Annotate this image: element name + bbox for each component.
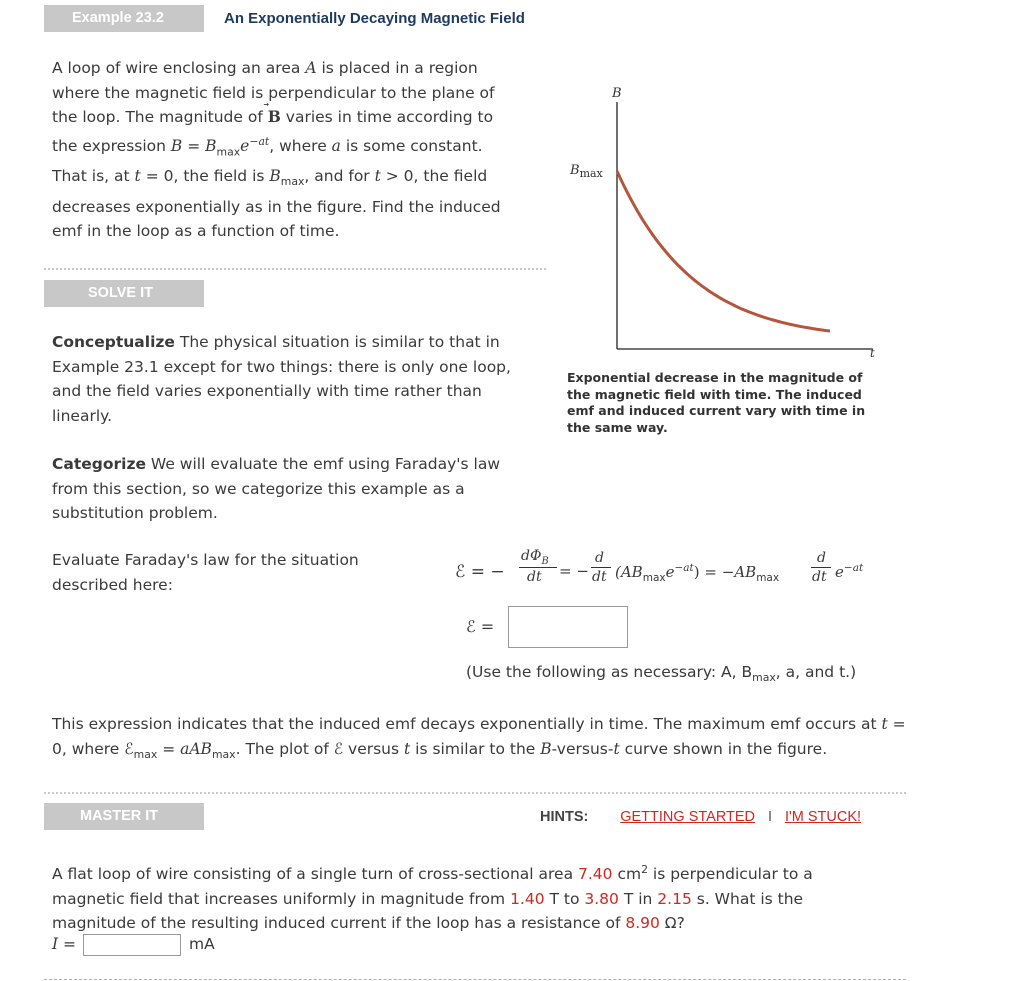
hints-bar bbox=[540, 807, 861, 825]
bmax-label: $B_{max}$ bbox=[570, 163, 603, 180]
im-stuck-link[interactable]: I'M STUCK! bbox=[784, 809, 862, 825]
current-answer-label: I = bbox=[52, 935, 77, 953]
master-it-problem: A flat loop of wire consisting of a single turn of cross-sectional area 7.40 $cm^2$ is perpendicular to a magnetic field that increases uniformly in magnitude from 1.40 T to 3.80 T in 2.15 s. What is the magnitude of the resulting induced current if the loop has a resistance of 8.90 Ω? bbox=[52, 863, 813, 933]
master-it-tag: MASTER IT bbox=[44, 803, 204, 830]
emf-answer-label: ℰ = bbox=[466, 617, 495, 636]
problem-statement: A loop of wire enclosing an area A is placed in a region where the magnetic field is perpendicular to the plane of the loop. The magnitude of B varies in time according to the expression $B = B_{max}e^{-at}$, where a is some constant. That is, at t = 0, the field is $B_{max}$, and for t > 0, the field decreases exponentially as in the figure. Find the induced emf in the loop as a function of time. bbox=[52, 59, 501, 241]
categorize-paragraph: Categorize We will evaluate the emf using Faraday's law from this section, so we categorize this example as a substitution problem. bbox=[52, 455, 501, 522]
faraday-equation: ℰ = − $d\Phi_B$ dt = − d dt $(AB_{max}e^{-at}) = -AB_{max}$ d dt $e^{-at}$ bbox=[455, 548, 864, 585]
evaluate-note: (Use the following as necessary: A, $B_{max}$, a, and t.) bbox=[466, 663, 857, 685]
hint-separator: I bbox=[767, 809, 772, 825]
conclusion-paragraph: This expression indicates that the induced emf decays exponentially in time. The maximum emf occurs at t = 0, where ℰ$_{max}$ = aAB$_{max}$. The plot of ℰ versus t is similar to the B-versus-t curve shown in the figure. bbox=[52, 715, 906, 761]
example-tag: Example 23.2 bbox=[44, 5, 204, 32]
b-vector: B bbox=[267, 107, 281, 126]
decay-curve bbox=[617, 171, 830, 331]
hints-label: HINTS: bbox=[540, 809, 589, 825]
section-divider bbox=[44, 792, 906, 794]
section-divider bbox=[44, 268, 546, 270]
solve-it-tag: SOLVE IT bbox=[44, 280, 204, 307]
example-title: An Exponentially Decaying Magnetic Field bbox=[224, 10, 525, 27]
categorize-heading: Categorize bbox=[52, 455, 146, 473]
x-axis-label: t bbox=[870, 346, 875, 360]
b-vs-t-graph bbox=[560, 78, 890, 368]
conceptualize-paragraph: Conceptualize The physical situation is similar to that in Example 23.1 except for two things: there is only one loop, and the field varies exponentially with time rather than linearly. bbox=[52, 333, 511, 425]
bottom-divider bbox=[44, 979, 906, 980]
current-unit: mA bbox=[189, 935, 215, 953]
current-answer-input[interactable] bbox=[83, 934, 181, 956]
y-axis-label: B bbox=[612, 86, 622, 101]
emf-answer-input[interactable] bbox=[508, 606, 628, 648]
evaluate-text: Evaluate Faraday's law for the situation described here: bbox=[52, 551, 359, 594]
figure-caption: Exponential decrease in the magnitude of the magnetic field with time. The induced emf and induced current vary with time in the same way. bbox=[567, 370, 866, 435]
conceptualize-heading: Conceptualize bbox=[52, 333, 175, 351]
getting-started-link[interactable]: GETTING STARTED bbox=[620, 809, 756, 825]
